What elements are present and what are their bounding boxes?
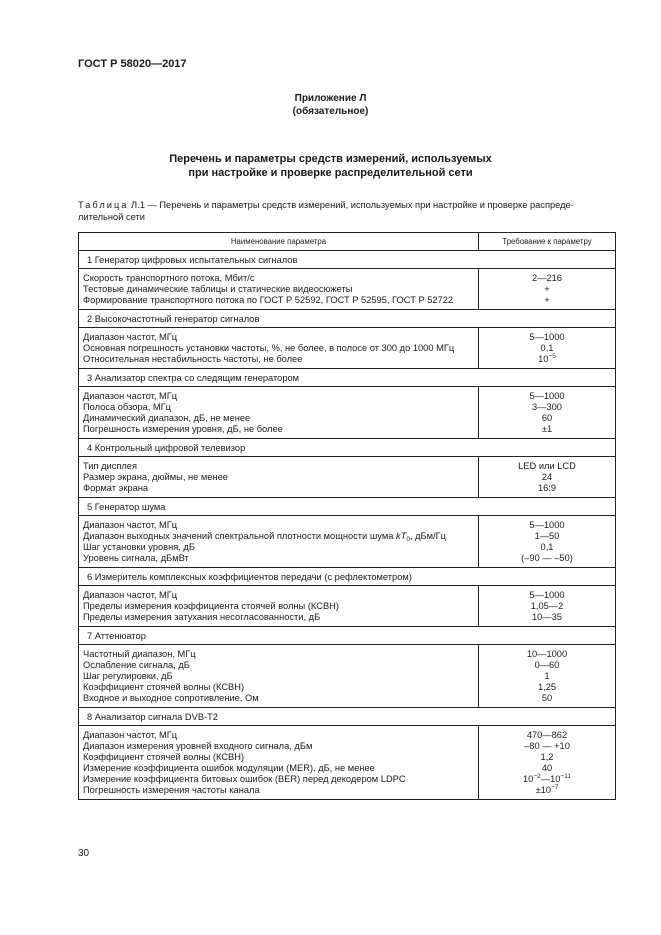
cell-line xyxy=(483,660,611,671)
cell-line xyxy=(483,542,611,553)
cell-line xyxy=(83,601,474,612)
annex-heading xyxy=(0,92,661,118)
cell-line xyxy=(83,785,474,796)
cell-line xyxy=(83,682,474,693)
cell-line xyxy=(483,413,611,424)
text-fragment: Диапазон измерения уровней входного сигнала, дБм xyxy=(83,741,313,751)
caption-label: Таблица xyxy=(78,200,129,210)
text-fragment: Диапазон частот, МГц xyxy=(83,590,178,600)
text-fragment: 16:9 xyxy=(537,483,557,493)
text-fragment: 1 xyxy=(544,671,550,681)
text-fragment: 2—216 xyxy=(532,273,562,283)
parameters-table xyxy=(78,232,616,800)
text-fragment: Тип дисплея xyxy=(83,461,138,471)
section-title: 6 Измеритель комплексных коэффициентов передачи (с рефлектометром) xyxy=(79,568,616,586)
cell-line xyxy=(83,553,474,564)
text-fragment: 1,05—2 xyxy=(530,601,564,611)
section-row xyxy=(79,708,616,726)
cell-line xyxy=(483,752,611,763)
text-fragment: Диапазон частот, МГц xyxy=(83,520,178,530)
title-line-1: Перечень и параметры средств измерений, используемых xyxy=(169,153,492,165)
cell-line xyxy=(83,332,474,343)
cell-line xyxy=(483,424,611,435)
section-row xyxy=(79,568,616,586)
header-parameter-name: Наименование параметра xyxy=(79,233,479,251)
text-fragment: −2 xyxy=(533,773,541,780)
section-row xyxy=(79,310,616,328)
text-fragment: −7 xyxy=(551,784,559,791)
text-fragment: Измерение коэффициента битовых ошибок (BER) перед декодером LDPC xyxy=(83,774,406,784)
text-fragment: Тестовые динамические таблицы и статические видеосюжеты xyxy=(83,284,353,294)
data-row xyxy=(79,387,616,439)
text-fragment: Относительная нестабильность частоты, не более xyxy=(83,354,303,364)
text-fragment: Ослабление сигнала, дБ xyxy=(83,660,190,670)
text-fragment: Погрешность измерения частоты канала xyxy=(83,785,260,795)
cell-line xyxy=(83,284,474,295)
cell-line xyxy=(483,284,611,295)
text-fragment: ±1 xyxy=(541,424,553,434)
text-fragment: 470—862 xyxy=(526,730,568,740)
page-number: 30 xyxy=(78,848,90,859)
text-fragment: Размер экрана, дюймы, не менее xyxy=(83,472,228,482)
parameter-values xyxy=(479,269,616,310)
parameter-names xyxy=(79,516,479,568)
text-fragment: Диапазон частот, МГц xyxy=(83,730,178,740)
text-fragment: 50 xyxy=(541,693,553,703)
cell-line xyxy=(483,472,611,483)
text-fragment: Скорость транспортного потока, Мбит/с xyxy=(83,273,255,283)
parameter-values xyxy=(479,516,616,568)
text-fragment: Коэффициент стоячей волны (КСВН) xyxy=(83,752,245,762)
text-fragment: 0 xyxy=(406,536,410,543)
text-fragment: 5—1000 xyxy=(529,391,565,401)
text-fragment: Частотный диапазон, МГц xyxy=(83,649,196,659)
table-header-row xyxy=(79,233,616,251)
text-fragment: 1,25 xyxy=(537,682,557,692)
cell-line xyxy=(483,483,611,494)
cell-line xyxy=(483,391,611,402)
text-fragment: Уровень сигнала, дБмВт xyxy=(83,553,189,563)
section-title xyxy=(0,152,661,180)
parameter-values xyxy=(479,586,616,627)
cell-line xyxy=(83,763,474,774)
section-row xyxy=(79,627,616,645)
text-fragment: 24 xyxy=(541,472,553,482)
cell-line xyxy=(83,424,474,435)
cell-line xyxy=(483,785,611,796)
cell-line xyxy=(483,273,611,284)
cell-line xyxy=(483,601,611,612)
cell-line xyxy=(483,531,611,542)
data-row xyxy=(79,645,616,708)
cell-line xyxy=(483,612,611,623)
cell-line xyxy=(83,343,474,354)
parameter-values xyxy=(479,645,616,708)
text-fragment: ±10 xyxy=(535,785,552,795)
cell-line xyxy=(83,741,474,752)
parameter-values xyxy=(479,726,616,800)
document-id: ГОСТ Р 58020—2017 xyxy=(78,58,187,70)
section-row xyxy=(79,369,616,387)
parameter-names xyxy=(79,387,479,439)
parameter-names xyxy=(79,645,479,708)
cell-line xyxy=(483,590,611,601)
text-fragment: 0,1 xyxy=(540,542,554,552)
data-row xyxy=(79,726,616,800)
text-fragment: −11 xyxy=(560,773,571,780)
section-title: 2 Высокочастотный генератор сигналов xyxy=(79,310,616,328)
text-fragment: Коэффициент стоячей волны (КСВН) xyxy=(83,682,245,692)
cell-line xyxy=(483,461,611,472)
parameter-names xyxy=(79,586,479,627)
header-requirement: Требование к параметру xyxy=(479,233,616,251)
text-fragment: 0—60 xyxy=(534,660,560,670)
cell-line xyxy=(83,472,474,483)
cell-line xyxy=(83,531,474,542)
cell-line xyxy=(83,295,474,306)
text-fragment: —10 xyxy=(540,774,561,784)
text-fragment: 10 xyxy=(538,354,549,364)
parameter-names xyxy=(79,457,479,498)
text-fragment: LED или LCD xyxy=(518,461,576,471)
text-fragment: kT xyxy=(395,531,407,541)
cell-line xyxy=(83,483,474,494)
text-fragment: Диапазон частот, МГц xyxy=(83,332,178,342)
cell-line xyxy=(483,682,611,693)
text-fragment: Шаг установки уровня, дБ xyxy=(83,542,195,552)
text-fragment: 3—300 xyxy=(532,402,562,412)
cell-line xyxy=(83,752,474,763)
text-fragment: (–90 — –50) xyxy=(521,553,573,563)
section-title: 5 Генератор шума xyxy=(79,498,616,516)
cell-line xyxy=(83,542,474,553)
table-caption xyxy=(78,199,618,223)
section-title: 8 Анализатор сигнала DVB-T2 xyxy=(79,708,616,726)
cell-line xyxy=(483,343,611,354)
text-fragment: Динамический диапазон, дБ, не менее xyxy=(83,413,251,423)
section-row xyxy=(79,498,616,516)
cell-line xyxy=(83,461,474,472)
annex-label: Приложение Л xyxy=(294,93,367,104)
cell-line xyxy=(483,774,611,785)
cell-line xyxy=(83,590,474,601)
cell-line xyxy=(83,402,474,413)
cell-line xyxy=(83,413,474,424)
text-fragment: –80 — +10 xyxy=(524,741,570,751)
text-fragment: + xyxy=(544,284,550,294)
section-title: 1 Генератор цифровых испытательных сигналов xyxy=(79,251,616,269)
text-fragment: 40 xyxy=(541,763,553,773)
cell-line xyxy=(483,693,611,704)
cell-line xyxy=(483,649,611,660)
text-fragment: 0,1 xyxy=(540,343,554,353)
cell-line xyxy=(483,520,611,531)
cell-line xyxy=(83,660,474,671)
cell-line xyxy=(83,612,474,623)
data-row xyxy=(79,328,616,369)
cell-line xyxy=(483,295,611,306)
text-fragment: 60 xyxy=(541,413,553,423)
text-fragment: Пределы измерения затухания несогласованности, дБ xyxy=(83,612,321,622)
cell-line xyxy=(83,273,474,284)
text-fragment: , дБм/Гц xyxy=(409,531,446,541)
title-line-2: при настройке и проверке распределительной сети xyxy=(188,167,473,179)
text-fragment: Формат экрана xyxy=(83,483,149,493)
parameter-names xyxy=(79,269,479,310)
text-fragment: 10—35 xyxy=(532,612,562,622)
cell-line xyxy=(483,354,611,365)
text-fragment: Полоса обзора, МГц xyxy=(83,402,171,412)
cell-line xyxy=(483,671,611,682)
data-row xyxy=(79,586,616,627)
section-row xyxy=(79,251,616,269)
parameter-names xyxy=(79,726,479,800)
cell-line xyxy=(483,741,611,752)
data-row xyxy=(79,457,616,498)
text-fragment: Погрешность измерения уровня, дБ, не более xyxy=(83,424,283,434)
text-fragment: Формирование транспортного потока по ГОСТ Р 52592, ГОСТ Р 52595, ГОСТ Р 52722 xyxy=(83,295,454,305)
text-fragment: Измерение коэффициента ошибок модуляции (MER), дБ, не менее xyxy=(83,763,375,773)
text-fragment: Входное и выходное сопротивление, Ом xyxy=(83,693,259,703)
section-title: 7 Аттенюатор xyxy=(79,627,616,645)
section-title: 4 Контрольный цифровой телевизор xyxy=(79,439,616,457)
parameter-names xyxy=(79,328,479,369)
cell-line xyxy=(483,553,611,564)
annex-status: (обязательное) xyxy=(292,106,369,117)
cell-line xyxy=(83,520,474,531)
text-fragment: 5—1000 xyxy=(529,332,565,342)
cell-line xyxy=(83,649,474,660)
cell-line xyxy=(83,671,474,682)
parameter-values xyxy=(479,328,616,369)
cell-line xyxy=(83,354,474,365)
parameter-values xyxy=(479,457,616,498)
text-fragment: 10—1000 xyxy=(526,649,568,659)
text-fragment: 1—50 xyxy=(534,531,560,541)
text-fragment: 10 xyxy=(523,774,534,784)
text-fragment: 1,2 xyxy=(540,752,554,762)
parameter-values xyxy=(479,387,616,439)
text-fragment: + xyxy=(544,295,550,305)
text-fragment: −5 xyxy=(548,353,556,360)
text-fragment: Диапазон выходных значений спектральной плотности мощности шума xyxy=(83,531,396,541)
cell-line xyxy=(83,730,474,741)
cell-line xyxy=(483,763,611,774)
cell-line xyxy=(83,391,474,402)
section-title: 3 Анализатор спектра со следящим генератором xyxy=(79,369,616,387)
data-row xyxy=(79,516,616,568)
caption-text: Л.1 — Перечень и параметры средств измерений, используемых при настройке и проверке распреде-лительной сети xyxy=(78,200,574,222)
cell-line xyxy=(483,332,611,343)
text-fragment: Диапазон частот, МГц xyxy=(83,391,178,401)
text-fragment: Основная погрешность установки частоты, %, не более, в полосе от 300 до 1000 МГц xyxy=(83,343,455,353)
data-row xyxy=(79,269,616,310)
text-fragment: 5—1000 xyxy=(529,520,565,530)
cell-line xyxy=(83,774,474,785)
cell-line xyxy=(483,730,611,741)
text-fragment: Шаг регулировки, дБ xyxy=(83,671,173,681)
cell-line xyxy=(83,693,474,704)
section-row xyxy=(79,439,616,457)
text-fragment: Пределы измерения коэффициента стоячей волны (КСВН) xyxy=(83,601,339,611)
cell-line xyxy=(483,402,611,413)
text-fragment: 5—1000 xyxy=(529,590,565,600)
